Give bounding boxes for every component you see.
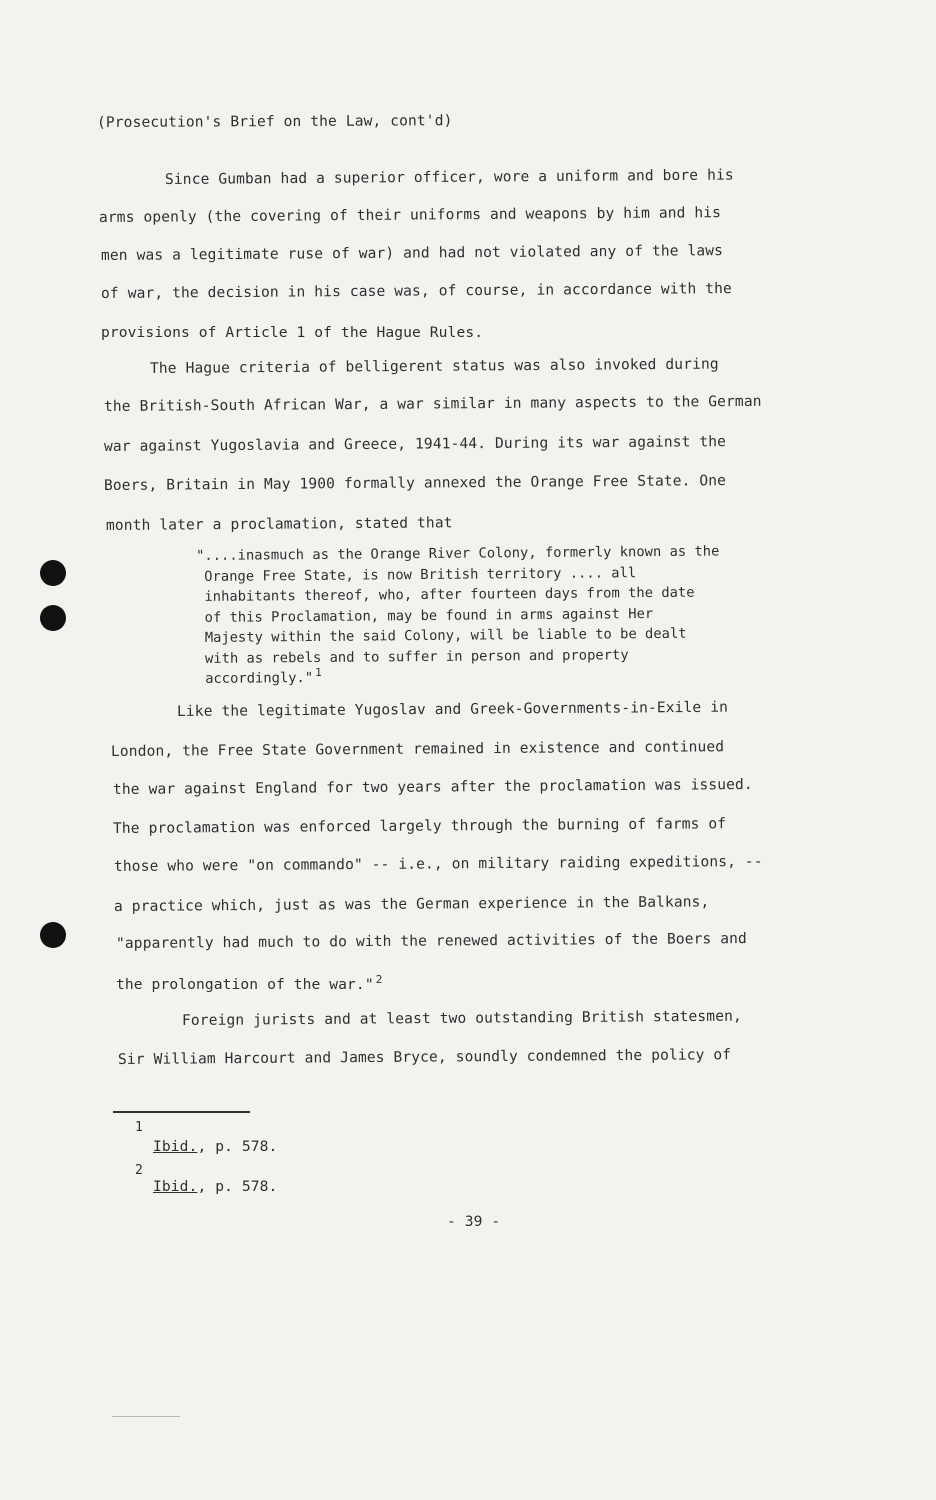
para3-line-3: the war against England for two years after the proclamation was issued. xyxy=(112,775,753,798)
footnote-2-ibid: Ibid. xyxy=(153,1178,198,1195)
quote-line-4: of this Proclamation, may be found in arms against Her xyxy=(204,605,654,626)
para3-line-1: Like the legitimate Yugoslav and Greek-Governments-in-Exile in xyxy=(176,698,729,720)
para2-line-2: the British-South African War, a war similar in many aspects to the German xyxy=(103,392,762,415)
para2-line-4: Boers, Britain in May 1900 formally annexed the Orange Free State. One xyxy=(103,472,727,494)
proclamation-quote xyxy=(196,541,721,690)
quote-line-6: with as rebels and to suffer in person and property xyxy=(204,646,629,667)
para1-line-1: Since Gumban had a superior officer, wore a uniform and bore his xyxy=(164,166,734,188)
footnote-ref-1: 1 xyxy=(315,665,322,679)
para3-line-7: "apparently had much to do with the renewed activities of the Boers and xyxy=(115,930,747,952)
para2-line-3: war against Yugoslavia and Greece, 1941-44. During its war against the xyxy=(103,433,727,455)
quote-line-1: "....inasmuch as the Orange River Colony, formerly known as the xyxy=(196,543,720,564)
quote-line-7 xyxy=(205,664,720,690)
para1-line-3: men was a legitimate ruse of war) and had not violated any of the laws xyxy=(100,242,724,264)
punch-hole-top xyxy=(40,560,66,586)
footnote-1-page: , p. 578. xyxy=(197,1138,278,1155)
footnote-2-number: 2 xyxy=(135,1163,143,1178)
para4-line-1: Foreign jurists and at least two outstanding British statesmen, xyxy=(181,1007,742,1029)
para3-line-8-text: the prolongation of the war." xyxy=(116,976,374,993)
para4-line-2: Sir William Harcourt and James Bryce, soundly condemned the policy of xyxy=(117,1046,732,1068)
footnote-1-number: 1 xyxy=(135,1120,143,1135)
faint-bottom-mark xyxy=(112,1416,180,1417)
para3-line-8 xyxy=(116,973,383,993)
para1-line-4: of war, the decision in his case was, of course, in accordance with the xyxy=(100,280,732,302)
para1-line-5: provisions of Article 1 of the Hague Rules. xyxy=(101,324,484,341)
para3-line-5: those who were "on commando" -- i.e., on military raiding expeditions, -- xyxy=(113,852,763,875)
para3-line-2: London, the Free State Government remained in existence and continued xyxy=(110,738,725,760)
footnote-2-page: , p. 578. xyxy=(197,1178,278,1195)
quote-line-5: Majesty within the said Colony, will be liable to be dealt xyxy=(204,625,687,646)
footnote-ref-2: 2 xyxy=(375,973,383,986)
footnote-2 xyxy=(153,1178,277,1195)
quote-line-3: inhabitants thereof, who, after fourteen days from the date xyxy=(204,584,695,605)
quote-line-7-text: accordingly." xyxy=(205,669,314,687)
footnote-1 xyxy=(153,1138,277,1155)
footnote-separator xyxy=(113,1111,250,1113)
page-number: - 39 - xyxy=(447,1213,501,1230)
para1-line-2: arms openly (the covering of their uniforms and weapons by him and his xyxy=(98,204,722,226)
footnote-1-ibid: Ibid. xyxy=(153,1138,198,1155)
para2-line-5: month later a proclamation, stated that xyxy=(105,514,453,534)
punch-hole-bottom xyxy=(40,922,66,948)
page-heading: (Prosecution's Brief on the Law, cont'd) xyxy=(96,112,453,131)
para2-line-1: The Hague criteria of belligerent status was also invoked during xyxy=(149,355,719,377)
punch-hole-middle xyxy=(40,605,66,631)
para3-line-4: The proclamation was enforced largely through the burning of farms of xyxy=(112,815,727,837)
para3-line-6: a practice which, just as was the German experience in the Balkans, xyxy=(113,893,710,915)
quote-line-2: Orange Free State, is now British territory .... all xyxy=(204,564,637,585)
